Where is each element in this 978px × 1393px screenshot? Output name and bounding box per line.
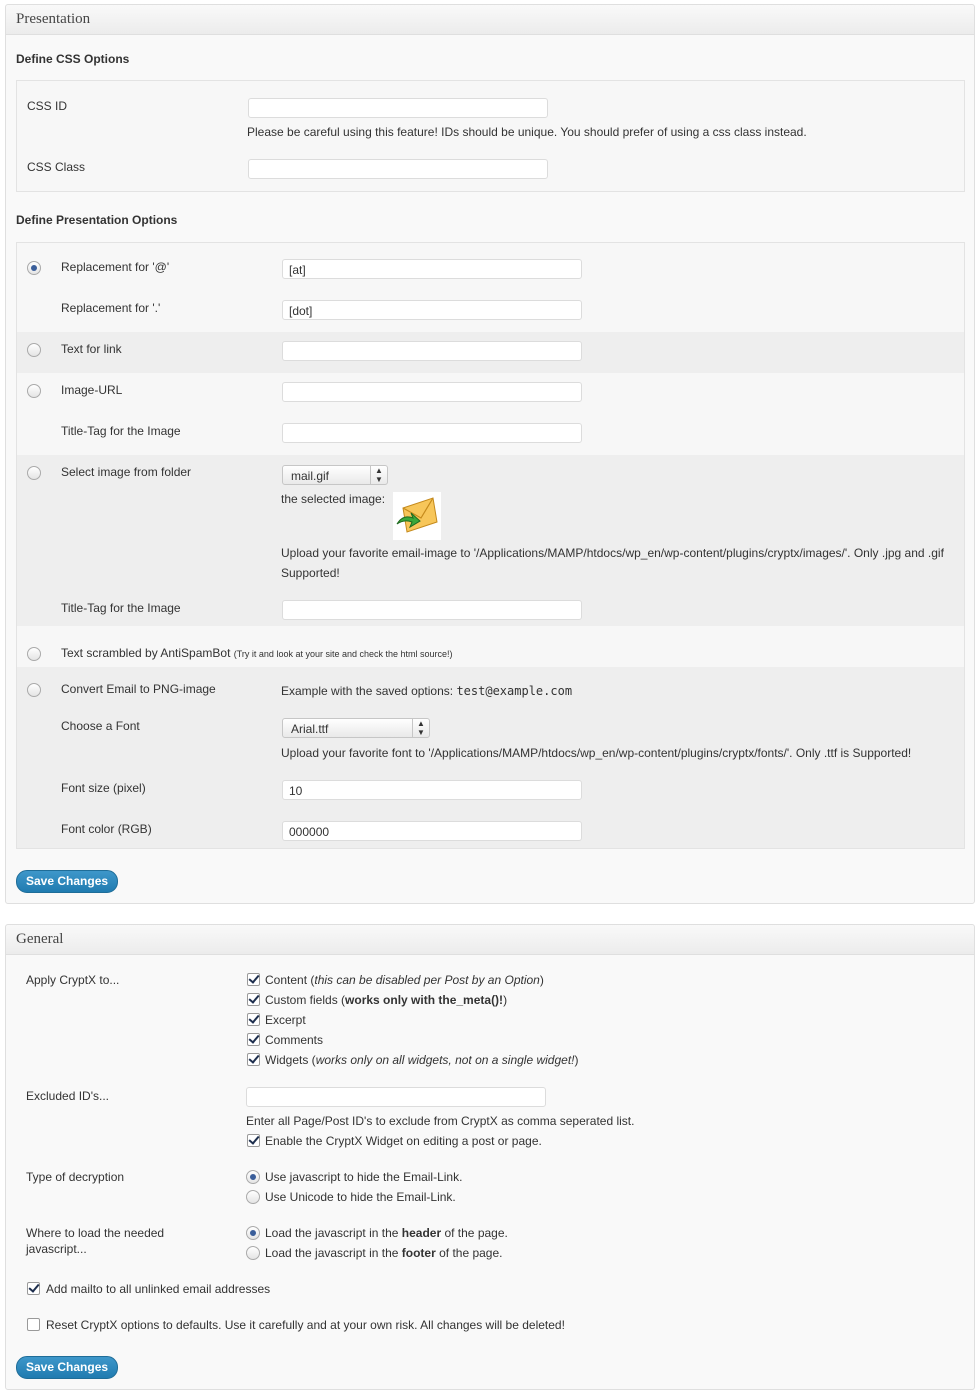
presentation-header [6, 5, 974, 35]
image-url-input[interactable] [282, 382, 582, 402]
font-color-input[interactable]: 000000 [282, 821, 582, 841]
font-label: Choose a Font [61, 719, 140, 733]
title-tag-input[interactable] [282, 423, 582, 443]
png-label: Convert Email to PNG-image [61, 682, 216, 696]
radio-decryption-js[interactable] [246, 1170, 260, 1184]
apply-content-close: ) [539, 973, 544, 987]
apply-custom-text: Custom fields ( [265, 993, 346, 1007]
image-url-label: Image-URL [61, 383, 123, 397]
radio-select-image[interactable] [27, 466, 41, 480]
font-color-label: Font color (RGB) [61, 822, 152, 836]
presentation-options-heading: Define Presentation Options [16, 213, 178, 227]
radio-load-header[interactable] [246, 1226, 260, 1240]
apply-widgets-text: Widgets ( [265, 1053, 316, 1067]
decryption-js-label: Use javascript to hide the Email-Link. [265, 1170, 463, 1184]
apply-custom-note: works only with the_meta()! [345, 993, 504, 1007]
load-footer-strong: footer [401, 1246, 436, 1260]
upload-image-help-1: Upload your favorite email-image to '/Applications/MAMP/htdocs/wp_en/wp-content/plugins/cryptx/images/'. Only .jpg and .gif [281, 546, 944, 560]
checkbox-widgets[interactable] [247, 1053, 260, 1066]
css-class-label: CSS Class [27, 160, 86, 174]
load-footer-label [265, 1246, 503, 1260]
load-header-text: Load the javascript in the [265, 1226, 402, 1240]
checkbox-custom-fields[interactable] [247, 993, 260, 1006]
apply-label: Apply CryptX to... [26, 973, 120, 987]
radio-load-footer[interactable] [246, 1246, 260, 1260]
title-tag2-label: Title-Tag for the Image [61, 601, 181, 615]
reset-label: Reset CryptX options to defaults. Use it carefully and at your own risk. All changes will be deleted! [46, 1318, 565, 1332]
png-example [281, 684, 572, 698]
select-arrows-icon: ▲ ▼ [412, 719, 429, 737]
radio-decryption-unicode[interactable] [246, 1190, 260, 1204]
antispam-text [61, 646, 453, 660]
radio-png[interactable] [27, 683, 41, 697]
png-example-value: test@example.com [456, 684, 573, 698]
excluded-input[interactable] [246, 1087, 546, 1107]
font-help: Upload your favorite font to '/Applications/MAMP/htdocs/wp_en/wp-content/plugins/cryptx/fonts/'. Only .ttf is Supported! [281, 746, 912, 760]
checkbox-content[interactable] [247, 973, 260, 986]
apply-content-text: Content ( [265, 973, 315, 987]
enable-widget-label: Enable the CryptX Widget on editing a post or page. [265, 1134, 542, 1148]
css-class-input[interactable] [248, 159, 548, 179]
title-tag-label: Title-Tag for the Image [61, 424, 181, 438]
replace-dot-input[interactable]: [dot] [282, 300, 582, 320]
excluded-help: Enter all Page/Post ID's to exclude from CryptX as comma seperated list. [246, 1114, 635, 1128]
apply-custom-close: ) [503, 993, 508, 1007]
load-label-2: javascript... [26, 1242, 87, 1256]
apply-content-note: this can be disabled per Post by an Option [314, 973, 540, 987]
checkbox-comments[interactable] [247, 1033, 260, 1046]
radio-antispam[interactable] [27, 647, 41, 661]
apply-widgets-close: ) [574, 1053, 579, 1067]
radio-replacement[interactable] [27, 261, 41, 275]
font-select-value: Arial.ttf [291, 722, 329, 736]
css-options-heading: Define CSS Options [16, 52, 130, 66]
load-header-label [265, 1226, 508, 1240]
apply-custom-fields [265, 993, 507, 1007]
replace-at-label: Replacement for '@' [61, 260, 170, 274]
antispam-note: (Try it and look at your site and check the html source!) [233, 649, 453, 659]
css-id-help: Please be careful using this feature! IDs should be unique. You should prefer of using a css class instead. [247, 125, 807, 139]
select-arrows-icon: ▲ ▼ [370, 466, 387, 484]
checkbox-enable-widget[interactable] [247, 1134, 260, 1147]
save-button-general[interactable]: Save Changes [16, 1356, 118, 1379]
mailto-label: Add mailto to all unlinked email addresses [46, 1282, 271, 1296]
apply-comments: Comments [265, 1033, 324, 1047]
css-id-input[interactable] [248, 98, 548, 118]
save-button-presentation[interactable]: Save Changes [16, 870, 118, 893]
load-header-strong: header [401, 1226, 442, 1240]
title-tag2-input[interactable] [282, 600, 582, 620]
load-footer-end: of the page. [435, 1246, 503, 1260]
presentation-options-panel [16, 242, 965, 849]
excluded-label: Excluded ID's... [26, 1089, 109, 1103]
mail-envelope-icon [393, 492, 441, 540]
text-link-input[interactable] [282, 341, 582, 361]
checkbox-mailto[interactable] [27, 1282, 40, 1295]
upload-image-help-2: Supported! [281, 566, 340, 580]
decryption-unicode-label: Use Unicode to hide the Email-Link. [265, 1190, 456, 1204]
selected-image-label: the selected image: [281, 492, 386, 506]
apply-content [265, 973, 544, 987]
presentation-box [5, 4, 975, 904]
radio-text-link[interactable] [27, 343, 41, 357]
png-example-label: Example with the saved options: [281, 684, 454, 698]
image-select-value: mail.gif [291, 469, 330, 483]
antispam-label: Text scrambled by AntiSpamBot [61, 646, 231, 660]
replace-at-input[interactable]: [at] [282, 259, 582, 279]
font-size-label: Font size (pixel) [61, 781, 146, 795]
load-header-end: of the page. [441, 1226, 508, 1240]
load-label-1: Where to load the needed [26, 1226, 165, 1240]
font-select[interactable] [282, 718, 430, 738]
general-header [6, 925, 974, 955]
image-select[interactable] [282, 465, 388, 485]
apply-widgets [265, 1053, 579, 1067]
checkbox-reset[interactable] [27, 1318, 40, 1331]
checkbox-excerpt[interactable] [247, 1013, 260, 1026]
css-options-panel [16, 80, 965, 192]
text-link-label: Text for link [61, 342, 122, 356]
radio-image-url[interactable] [27, 384, 41, 398]
decryption-label: Type of decryption [26, 1170, 125, 1184]
css-id-label: CSS ID [27, 99, 68, 113]
select-image-label: Select image from folder [61, 465, 192, 479]
general-box [5, 924, 975, 1390]
apply-excerpt: Excerpt [265, 1013, 306, 1027]
replace-dot-label: Replacement for '.' [61, 301, 161, 315]
apply-widgets-note: works only on all widgets, not on a single widget! [315, 1053, 575, 1067]
presentation-title: Presentation [16, 11, 91, 27]
general-title: General [16, 931, 64, 947]
load-footer-text: Load the javascript in the [265, 1246, 402, 1260]
font-size-input[interactable]: 10 [282, 780, 582, 800]
